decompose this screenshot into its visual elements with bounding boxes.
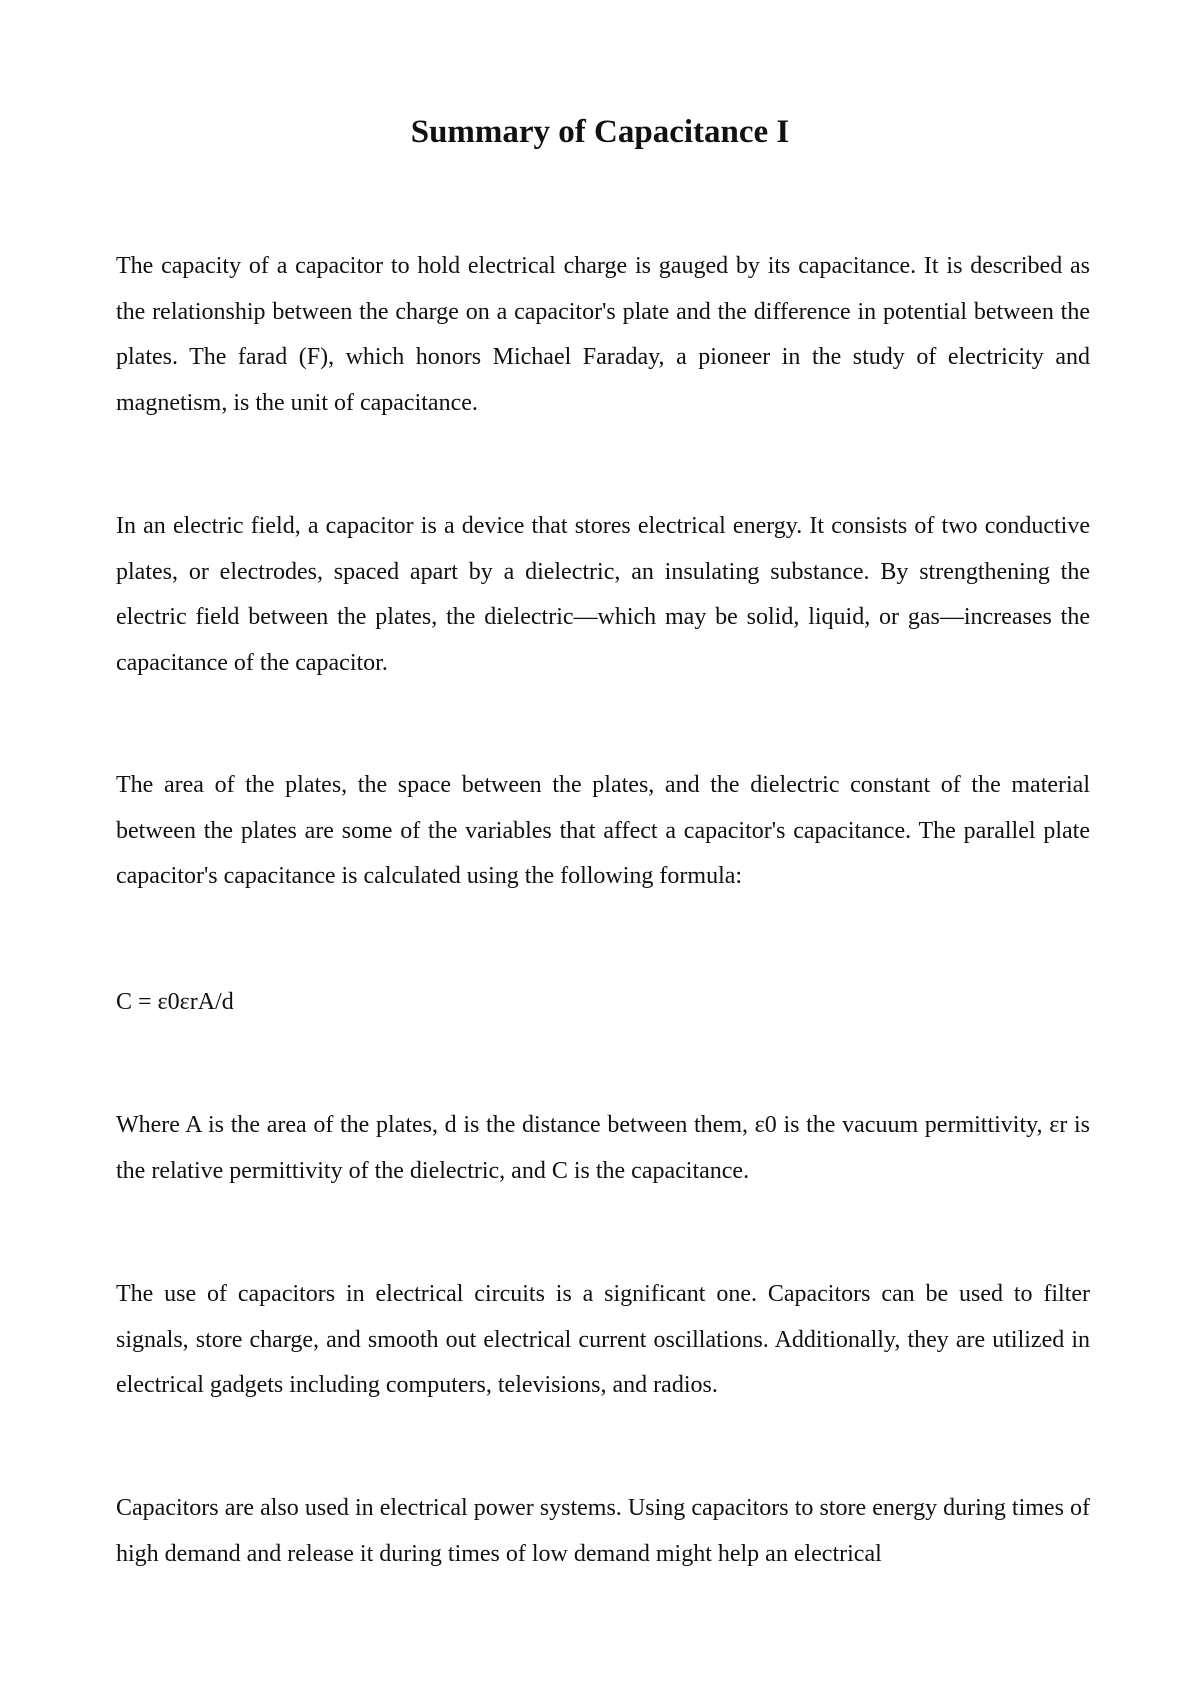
page-title: Summary of Capacitance I xyxy=(410,114,790,150)
paragraph-power-systems: Capacitors are also used in electrical power systems. Using capacitors to store energy during times of high demand and release it during times of low demand might help an electrical xyxy=(116,1495,1090,1567)
paragraph-capacitance-variables: The area of the plates, the space between the plates, and the dielectric constant of the material between the plates are some of the variables that affect a capacitor's capacitance. The parallel plate capacitor's capacitance is calculated using the following formula: xyxy=(116,772,1090,889)
paragraph-formula-explanation: Where A is the area of the plates, d is the distance between them, ε0 is the vacuum permittivity, εr is the relative permittivity of the dielectric, and C is the capacitance. xyxy=(116,1112,1090,1184)
paragraph-capacitor-device: In an electric field, a capacitor is a device that stores electrical energy. It consists of two conductive plates, or electrodes, spaced apart by a dielectric, an insulating substance. By strengthening the electric field between the plates, the dielectric—which may be solid, liquid, or gas—increases the capacitance of the capacitor. xyxy=(116,513,1090,676)
paragraph-capacitance-definition: The capacity of a capacitor to hold electrical charge is gauged by its capacitance. It is described as the relationship between the charge on a capacitor's plate and the difference in potential between the plates. The farad (F), which honors Michael Faraday, a pioneer in the study of electricity and magnetism, is the unit of capacitance. xyxy=(116,253,1090,416)
paragraph-capacitor-uses: The use of capacitors in electrical circuits is a significant one. Capacitors can be used to filter signals, store charge, and smooth out electrical current oscillations. Additionally, they are utilized in electrical gadgets including computers, televisions, and radios. xyxy=(116,1281,1090,1398)
capacitance-formula: C = ε0εrA/d xyxy=(116,989,234,1015)
